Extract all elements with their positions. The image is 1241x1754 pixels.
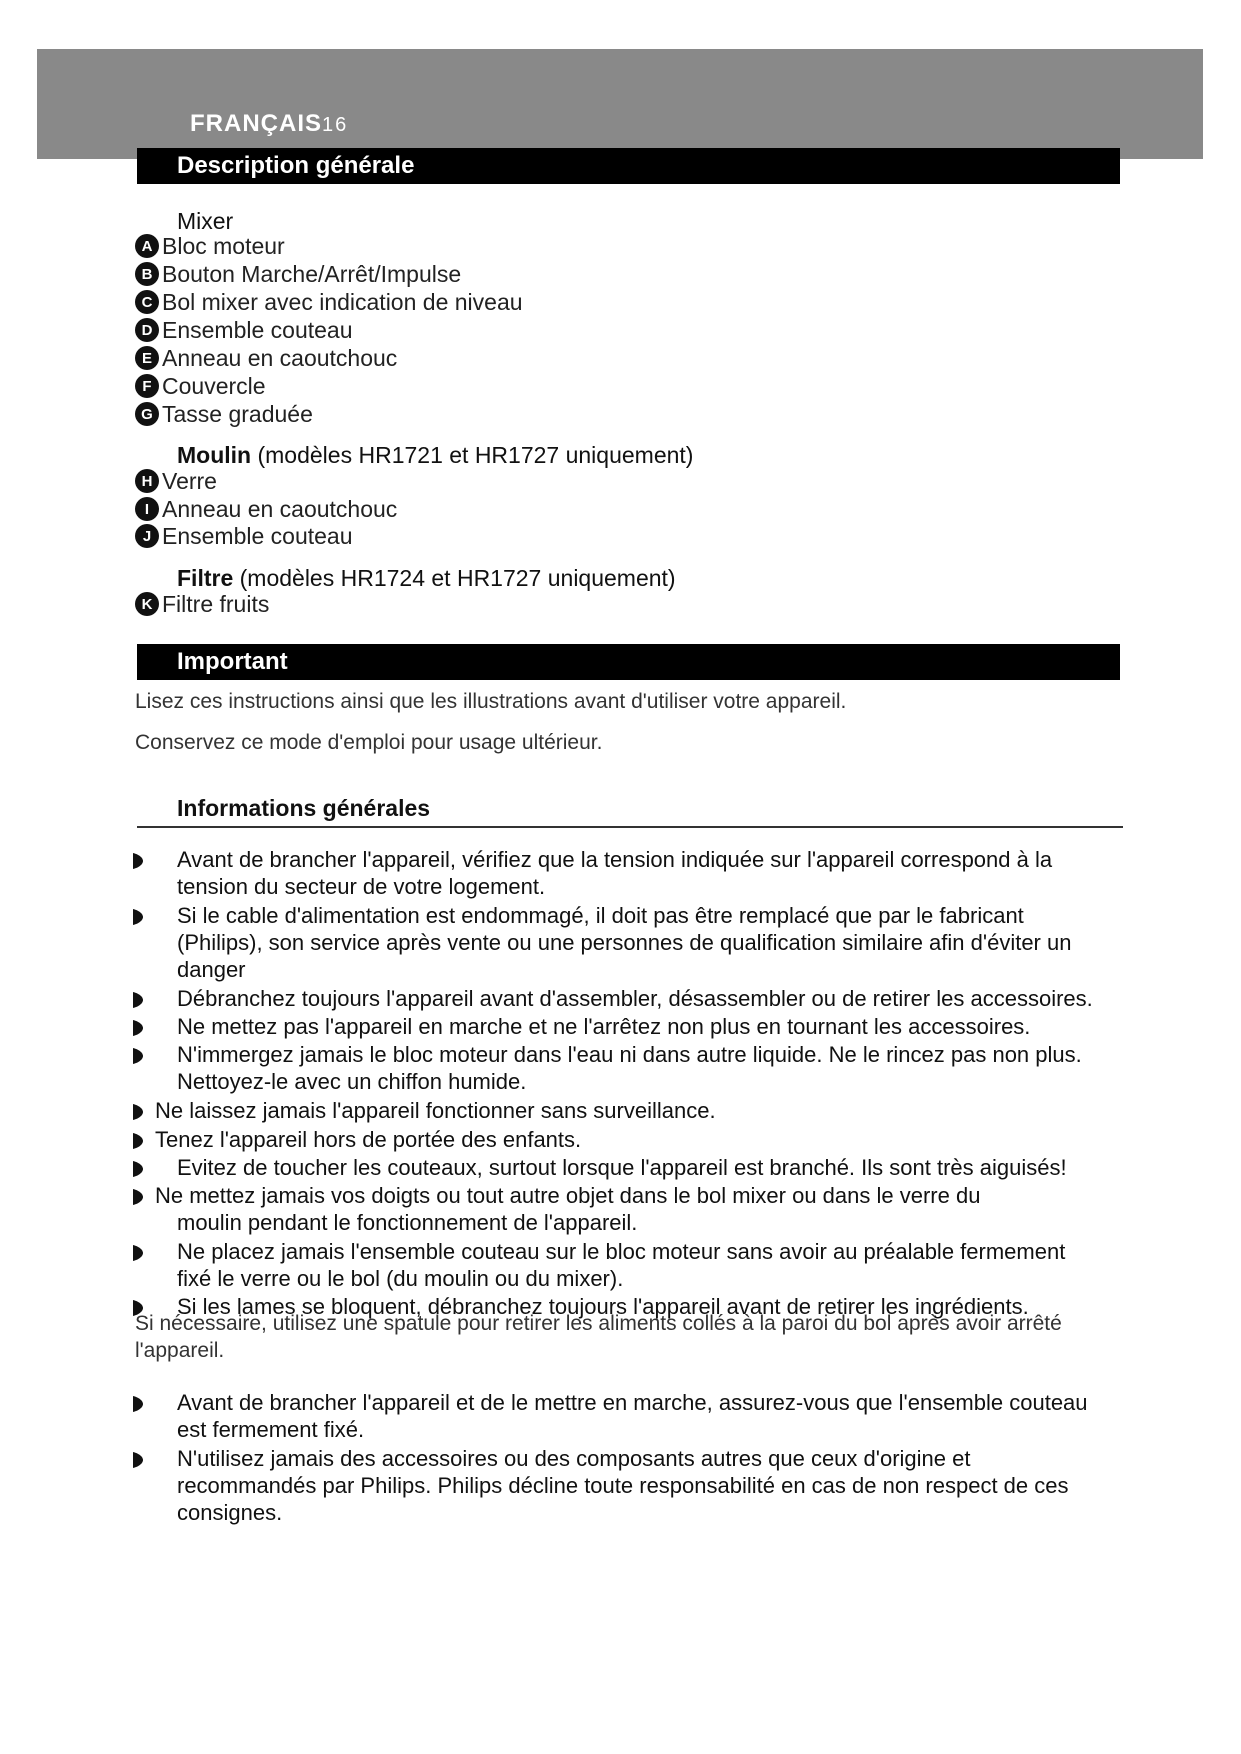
bullet-icon (133, 1161, 143, 1177)
part-label: Tasse graduée (162, 400, 313, 427)
part-item (135, 289, 523, 315)
bullet-line: consignes. (177, 1500, 283, 1525)
bullet-text (155, 1126, 1100, 1153)
part-item (135, 345, 397, 371)
bullet-icon (133, 1104, 143, 1120)
part-item (135, 468, 217, 494)
part-label: Filtre fruits (162, 590, 270, 617)
bullet-line: tension du secteur de votre logement. (177, 874, 546, 899)
bullet-line: Débranchez toujours l'appareil avant d'assembler, désassembler ou de retirer les accessoires. (177, 986, 1093, 1011)
bullet-line: Ne laissez jamais l'appareil fonctionner sans surveillance. (155, 1098, 716, 1123)
bullet-line: Ne mettez jamais vos doigts ou tout autre objet dans le bol mixer ou dans le verre du (155, 1183, 981, 1208)
bullet-line: Nettoyez-le avec un chiffon humide. (177, 1069, 527, 1094)
part-letter-icon: K (135, 592, 159, 616)
filtre-heading (177, 565, 676, 592)
part-letter-icon: E (135, 346, 159, 370)
moulin-heading (177, 442, 693, 469)
bullet-line: est fermement fixé. (177, 1417, 365, 1442)
section-divider (137, 826, 1123, 828)
part-label: Bol mixer avec indication de niveau (162, 288, 523, 315)
part-label: Anneau en caoutchouc (162, 495, 398, 522)
moulin-title: Moulin (177, 442, 252, 468)
spatula-note-line: l'appareil. (135, 1339, 225, 1362)
part-letter-icon: F (135, 374, 159, 398)
bullet-icon (133, 992, 143, 1008)
bullet-line: moulin pendant le fonctionnement de l'appareil. (177, 1210, 638, 1235)
part-item (135, 401, 313, 427)
bullet-line: Avant de brancher l'appareil, vérifiez que la tension indiquée sur l'appareil correspond à la (177, 847, 1053, 872)
bullet-line: N'immergez jamais le bloc moteur dans l'eau ni dans autre liquide. Ne le rincez pas non plus. (177, 1042, 1082, 1067)
page-number: 16 (322, 114, 349, 136)
part-letter-icon: J (135, 524, 159, 548)
bullet-text (177, 1013, 1122, 1040)
part-letter-icon: I (135, 497, 159, 521)
part-label: Verre (162, 467, 217, 494)
filtre-note: (modèles HR1724 et HR1727 uniquement) (239, 565, 676, 591)
part-item (135, 261, 461, 287)
bullet-icon (133, 1020, 143, 1036)
part-label: Bloc moteur (162, 232, 285, 259)
part-letter-icon: H (135, 469, 159, 493)
page-header (190, 110, 348, 138)
part-letter-icon: A (135, 234, 159, 258)
part-letter-icon: B (135, 262, 159, 286)
part-item (135, 317, 353, 343)
spatula-note-line: Si nécessaire, utilisez une spatule pour retirer les aliments collés à la paroi du bol après avoir arrêté (135, 1312, 1062, 1335)
section-description-bar: Description générale (137, 148, 1120, 184)
bullet-text (177, 1154, 1122, 1181)
bullet-text (177, 846, 1122, 900)
bullet-line: Si les lames se bloquent, débranchez toujours l'appareil avant de retirer les ingrédients. (177, 1294, 1029, 1319)
part-label: Couvercle (162, 372, 266, 399)
filtre-title: Filtre (177, 565, 234, 591)
bullet-line: Evitez de toucher les couteaux, surtout lorsque l'appareil est branché. Ils sont très aiguisés! (177, 1155, 1067, 1180)
section-important-bar: Important (137, 644, 1120, 680)
bullet-icon (133, 909, 143, 925)
bullet-icon (133, 1189, 143, 1205)
bullet-line: recommandés par Philips. Philips décline toute responsabilité en cas de non respect de ces (177, 1473, 1069, 1498)
bullet-icon (133, 1133, 143, 1149)
bullet-text (177, 1445, 1122, 1526)
part-item (135, 591, 269, 617)
bullet-line: (Philips), son service après vente ou une personnes de qualification similaire afin d'éviter un (177, 930, 1072, 955)
bullet-text (177, 985, 1122, 1012)
part-letter-icon: G (135, 402, 159, 426)
bullet-line: Avant de brancher l'appareil et de le mettre en marche, assurez-vous que l'ensemble couteau (177, 1390, 1088, 1415)
bullet-line: Ne placez jamais l'ensemble couteau sur le bloc moteur sans avoir au préalable fermement (177, 1239, 1066, 1264)
intro-read-instructions: Lisez ces instructions ainsi que les illustrations avant d'utiliser votre appareil. (135, 690, 847, 713)
bullet-line: N'utilisez jamais des accessoires ou des composants autres que ceux d'origine et (177, 1446, 971, 1471)
bullet-text (177, 1389, 1122, 1443)
bullet-icon (133, 1048, 143, 1064)
bullet-text (155, 1182, 1100, 1236)
mixer-title: Mixer (177, 208, 234, 234)
intro-keep-manual: Conservez ce mode d'emploi pour usage ultérieur. (135, 731, 603, 754)
bullet-text (155, 1097, 1100, 1124)
part-letter-icon: D (135, 318, 159, 342)
part-item (135, 373, 266, 399)
bullet-icon (133, 1396, 143, 1412)
bullet-text (177, 902, 1122, 983)
part-item (135, 496, 397, 522)
bullet-text (177, 1041, 1122, 1095)
language-title: FRANÇAIS (190, 110, 322, 137)
bullet-line: Si le cable d'alimentation est endommagé, il doit pas être remplacé que par le fabricant (177, 903, 1024, 928)
part-item (135, 233, 285, 259)
bullet-line: danger (177, 957, 246, 982)
moulin-note: (modèles HR1721 et HR1727 uniquement) (257, 442, 694, 468)
part-item (135, 523, 353, 549)
bullet-line: Ne mettez pas l'appareil en marche et ne l'arrêtez non plus en tournant les accessoires. (177, 1014, 1031, 1039)
spatula-note (135, 1310, 1115, 1364)
part-label: Ensemble couteau (162, 522, 353, 549)
bullet-line: fixé le verre ou le bol (du moulin ou du mixer). (177, 1266, 624, 1291)
bullet-text (177, 1238, 1122, 1292)
bullet-line: Tenez l'appareil hors de portée des enfants. (155, 1127, 582, 1152)
page-header-band (37, 49, 1203, 159)
part-letter-icon: C (135, 290, 159, 314)
part-label: Anneau en caoutchouc (162, 344, 398, 371)
bullet-icon (133, 853, 143, 869)
bullet-icon (133, 1452, 143, 1468)
part-label: Ensemble couteau (162, 316, 353, 343)
part-label: Bouton Marche/Arrêt/Impulse (162, 260, 462, 287)
bullet-icon (133, 1245, 143, 1261)
general-info-title: Informations générales (177, 795, 431, 821)
